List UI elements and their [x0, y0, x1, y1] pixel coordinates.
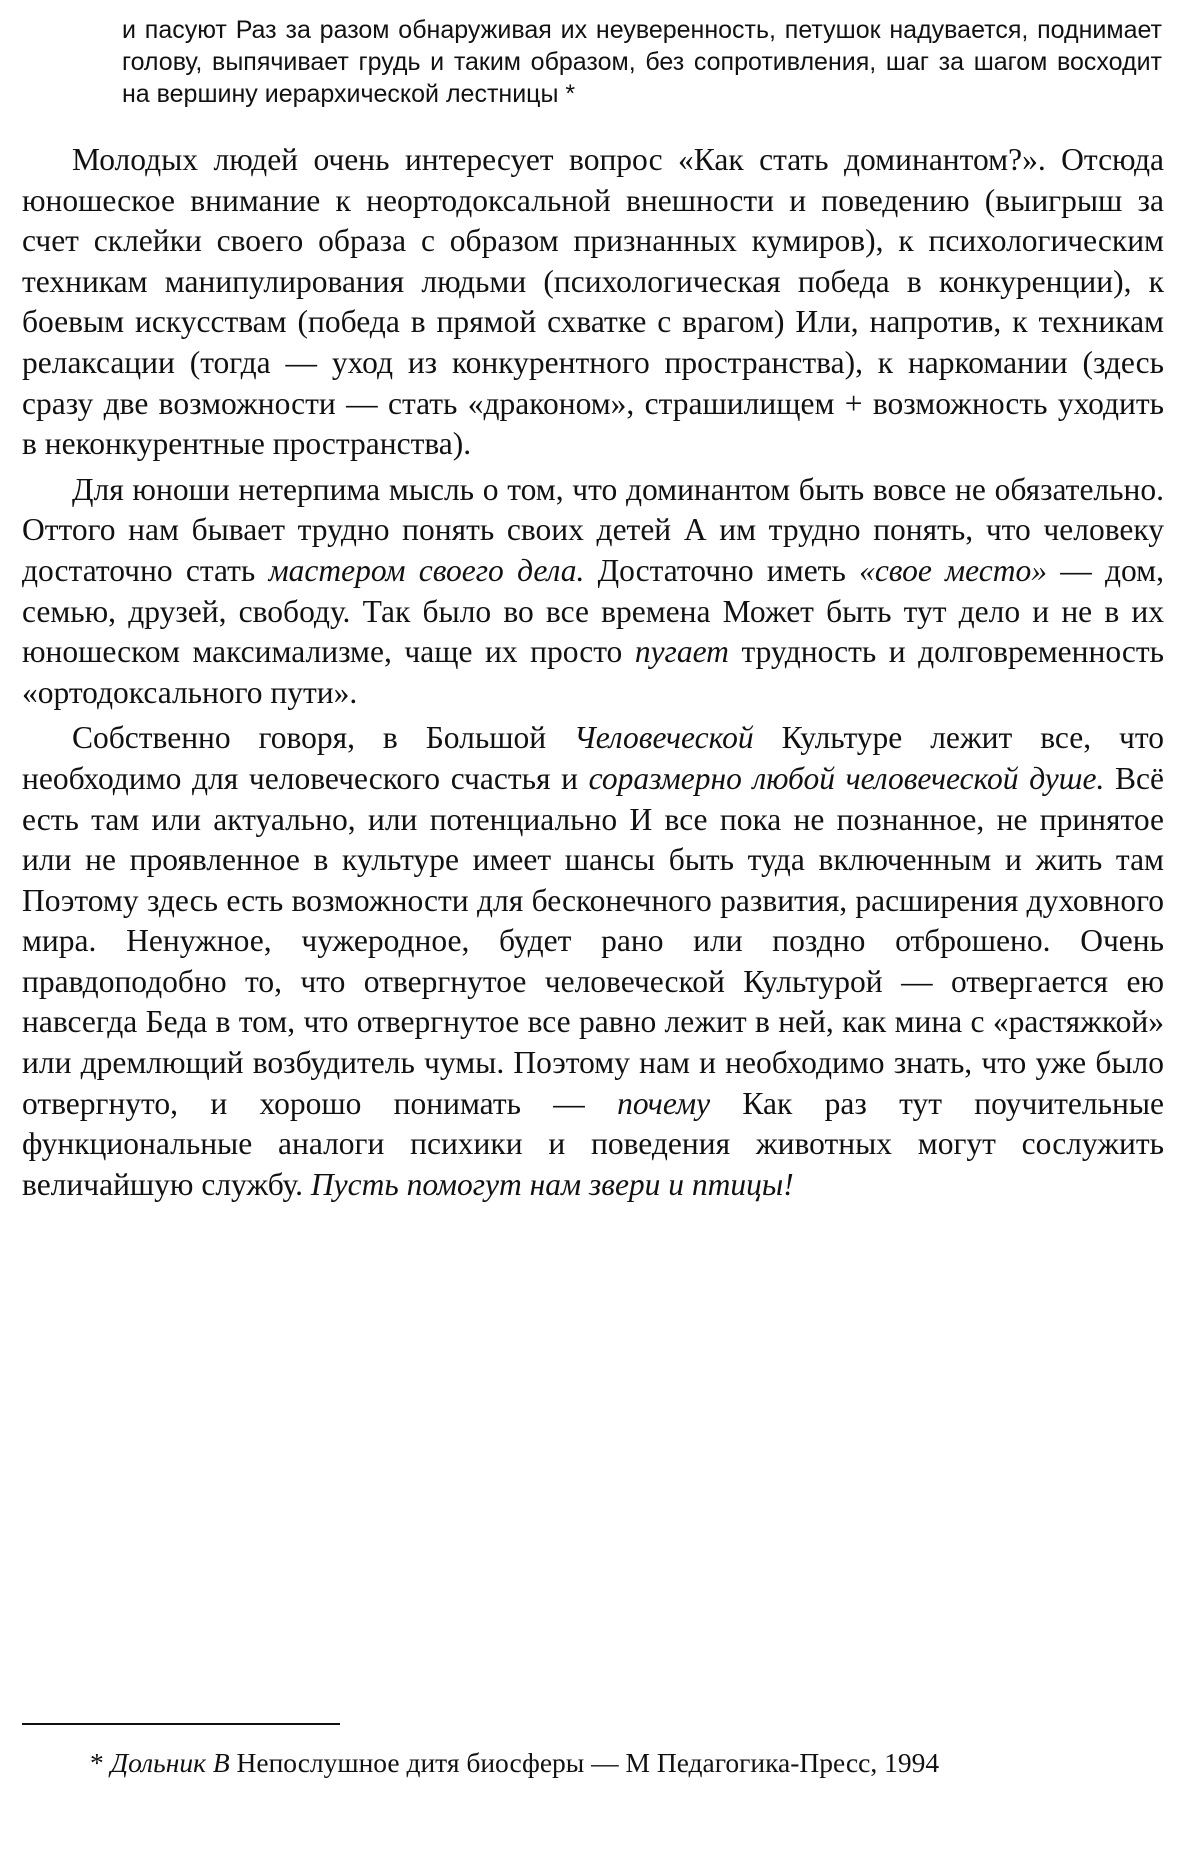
paragraph-2 — [22, 470, 1164, 714]
p3-italic-d: соразмерно любой человеческой душе. — [588, 760, 1105, 796]
p3-text-g: Как раз тут поучительные функциональные аналоги психики и поведения животных могут сослужить величайшую службу. — [22, 1085, 1164, 1202]
p2-text-c: Достаточно иметь — [584, 552, 860, 588]
p2-text-g: трудность и долговременность «ортодоксального пути». — [22, 634, 1164, 710]
p2-text-a: Для юноши нетерпима мысль о том, что доминантом быть вовсе не обязательно. Оттого нам бывает трудно понять своих детей А им трудно понять, что человеку достаточно стать — [22, 471, 1164, 588]
footnote-author: Дольник В — [110, 1747, 230, 1778]
p3-text-e: Всё есть там или актуально, или потенциально И все пока не познанное, не принятое или не проявленное в культуре имеет шансы быть туда включенным и жить там Поэтому здесь есть возможности для бесконечного развития, расширения духовного мира. Ненужное, чужеродное, будет рано или поздно отброшено. Очень правдоподобно то, что отвергнутое человеческой Культурой — отвергается ею навсегда Беда в том, что отвергнутое все равно лежит в ней, как мина с «растяжкой» или дремлющий возбудитель чумы. Поэтому нам и необходимо знать, что уже было отвергнуто, и хорошо понимать — — [22, 760, 1164, 1121]
footnote-marker: * — [90, 1747, 104, 1778]
footnote-citation: Непослушное дитя биосферы — М Педагогика-Пресс, 1994 — [236, 1747, 940, 1778]
p3-text-a: Собственно говоря, в Большой — [72, 720, 575, 756]
main-text — [22, 140, 1164, 1210]
paragraph-3 — [22, 718, 1164, 1205]
p3-italic-b: Человеческой — [574, 720, 754, 756]
p2-italic-d: «свое место» — [859, 552, 1047, 588]
p2-italic-f: пугает — [634, 634, 729, 670]
p3-italic-f: почему — [617, 1085, 711, 1121]
p3-text-c: Культуре лежит все, что необходимо для человеческого счастья и — [22, 720, 1164, 796]
p2-text-e: — дом, семью, друзей, свободу. Так было во все времена Может быть тут дело и не в их юношеском максимализме, чаще их просто — [22, 552, 1164, 670]
paragraph-1: Молодых людей очень интересует вопрос «Как стать доминантом?». Отсюда юношеское внимание к неортодоксальной внешности и поведению (выигрыш за счет склейки своего образа с образом признанных кумиров), к психологическим техникам манипулирования людьми (психологическая победа в конкуренции), к боевым искусствам (победа в прямой схватке с врагом) Или, напротив, к техникам релаксации (тогда — уход из конкурентного пространства), к наркомании (здесь сразу две возможности — стать «драконом», страшилищем + возможность уходить в неконкурентные пространства). — [22, 142, 1164, 462]
p2-italic-b: мастером своего дела. — [268, 552, 585, 588]
quoted-passage: и пасуют Раз за разом обнаруживая их неуверенность, петушок надувается, поднимает голову, выпячивает грудь и таким образом, без сопротивления, шаг за шагом восходит на вершину иерархической лестницы * — [122, 16, 1162, 108]
footnote — [90, 1746, 1170, 1780]
footnote-divider — [22, 1723, 340, 1725]
p3-italic-h: Пусть помогут нам звери и птицы! — [310, 1166, 794, 1202]
